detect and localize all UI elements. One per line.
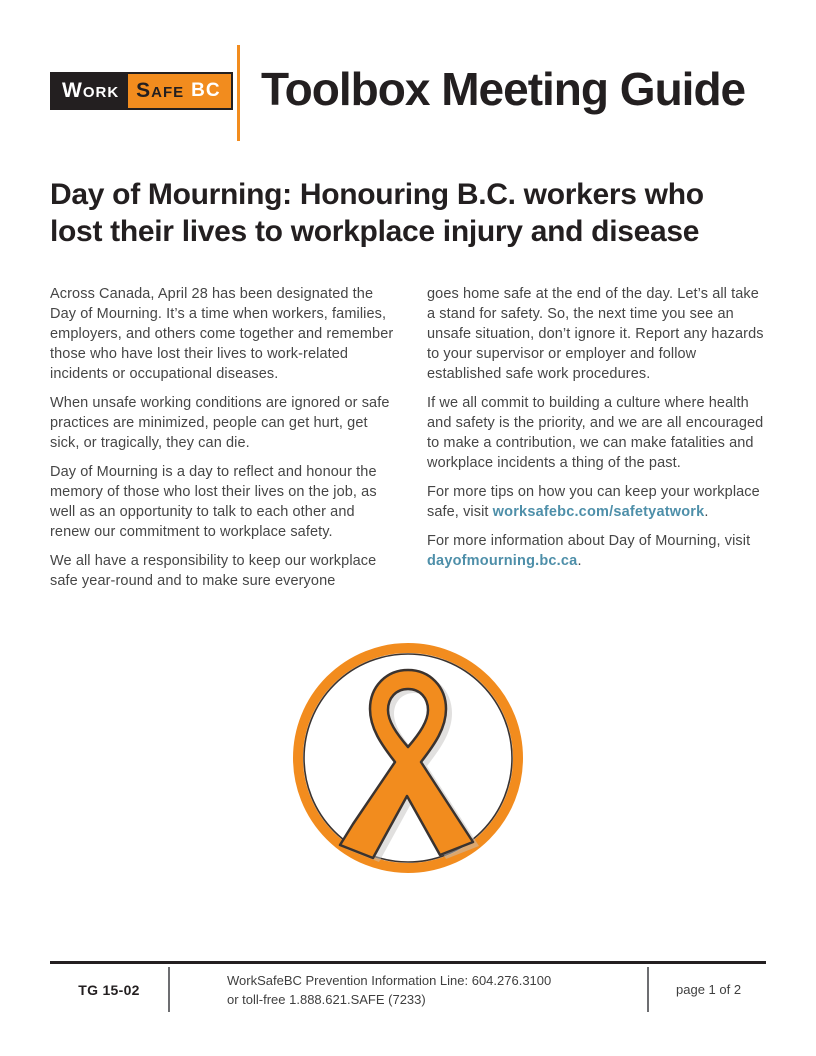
logo-safe-bc-segment xyxy=(128,74,230,108)
logo-work-segment xyxy=(52,74,128,108)
doc-number: TG 15-02 xyxy=(78,981,140,998)
page-heading-line-2: lost their lives to workplace injury and disease xyxy=(50,215,700,248)
paragraph: When unsafe working conditions are ignored or safe practices are minimized, people can get hurt, get sick, or tragically, they can die. xyxy=(50,395,390,451)
footer xyxy=(50,961,766,1015)
logo-bc-text: BC xyxy=(191,80,221,101)
day-of-mourning-link[interactable]: dayofmourning.bc.ca xyxy=(427,553,578,569)
paragraph-text: . xyxy=(704,504,709,520)
prevention-info-line xyxy=(170,964,647,1015)
prevention-info-line-1: WorkSafeBC Prevention Information Line: 604.276.3100 xyxy=(227,972,552,988)
body-left-column xyxy=(50,284,394,600)
awareness-ribbon-image xyxy=(288,638,528,878)
worksafebc-logo xyxy=(50,72,233,110)
header-divider-line xyxy=(237,45,240,141)
paragraph: Day of Mourning is a day to reflect and honour the memory of those who lost their lives on the job, as well as an opportunity to talk to each other and renew our commitment to workplace safety. xyxy=(50,464,377,540)
paragraph: If we all commit to building a culture where health and safety is the priority, and we are all encouraged to make a contribution, we can make fatalities and workplace incidents a thing of the past. xyxy=(427,395,764,471)
paragraph-text: For more tips on how you can keep your workplace safe, visit xyxy=(427,484,760,520)
page-heading-line-1: Day of Mourning: Honouring B.C. workers who xyxy=(50,178,704,211)
paragraph xyxy=(427,482,771,522)
paragraph-text: . xyxy=(577,553,582,569)
paragraph: Across Canada, April 28 has been designated the Day of Mourning. It’s a time when workers, families, employers, and others come together and remember those who have lost their lives to work-related incidents or occupational diseases. xyxy=(50,286,394,382)
paragraph: goes home safe at the end of the day. Let’s all take a stand for safety. So, the next time you see an unsafe situation, don’t ignore it. Report any hazards to your supervisor or employer and follow established safe work procedures. xyxy=(427,286,764,382)
page-heading xyxy=(50,176,770,250)
document-title: Toolbox Meeting Guide xyxy=(261,63,746,115)
page-indicator: page 1 of 2 xyxy=(676,982,742,997)
prevention-info-line-2: or toll-free 1.888.621.SAFE (7233) xyxy=(227,991,426,1007)
paragraph: We all have a responsibility to keep our workplace safe year-round and to make sure everyone xyxy=(50,553,377,589)
logo-work-text: Work xyxy=(62,79,120,102)
paragraph xyxy=(427,531,771,571)
body-right-column xyxy=(427,284,771,580)
logo-safe-text: Safe xyxy=(136,79,185,102)
paragraph-text: For more information about Day of Mourning, visit xyxy=(427,533,751,549)
worksafebc-safety-link[interactable]: worksafebc.com/safetyatwork xyxy=(492,504,705,520)
